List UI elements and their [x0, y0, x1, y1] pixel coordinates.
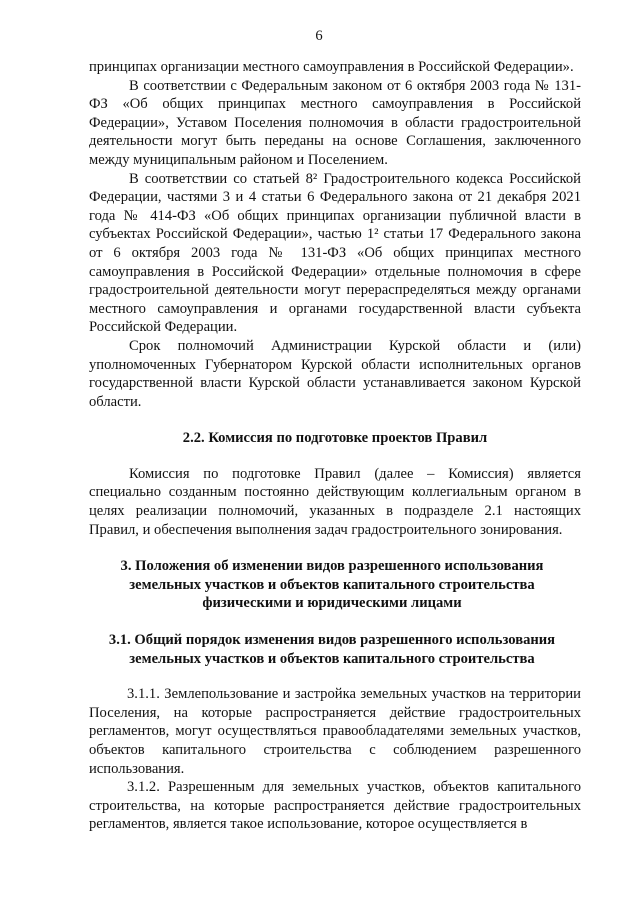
paragraph-3-1-2: 3.1.2. Разрешенным для земельных участков, объектов капитального строительства, на которые распространяется действие градостроительных регламентов, является такое использование, которое осуществляется в — [89, 779, 581, 833]
heading-3-1 — [79, 631, 585, 668]
page-number: 6 — [315, 28, 323, 44]
heading-3-line-3: физическими и юридическими лицами — [202, 595, 462, 612]
heading-3-1-line-2: земельных участков и объектов капитального строительства — [129, 650, 535, 667]
paragraph-continuation: принципах организации местного самоуправления в Российской Федерации». — [89, 59, 574, 75]
heading-2-2: 2.2. Комиссия по подготовке проектов Правил — [182, 430, 488, 447]
heading-3-line-1: 3. Положения об изменении видов разрешенного использования — [120, 558, 544, 575]
paragraph-commission: Комиссия по подготовке Правил (далее – Комиссия) является специально созданным постоянно действующим коллегиальным органом в целях реализации полномочий, указанных в подразделе 2.1 настоящих Правил, и обеспечения выполнения задач градостроительного зонирования. — [89, 465, 581, 538]
heading-3-1-line-1: 3.1. Общий порядок изменения видов разрешенного использования — [108, 632, 556, 649]
paragraph-federal-law: В соответствии с Федеральным законом от 6 октября 2003 года № 131-ФЗ «Об общих принципах местного самоуправления в Российской Федерации», Уставом Поселения полномочия в области градостроительной деятельности могут быть переданы на основе Соглашения, заключенного между муниципальным районом и Поселением. — [89, 77, 581, 168]
paragraph-redistribution: В соответствии со статьей 8² Градостроительного кодекса Российской Федерации, частями 3 и 4 статьи 6 Федерального закона от 21 декабря 2021 года № 414-ФЗ «Об общих принципах организации публичной власти в субъектах Российской Федерации», частью 1² статьи 17 Федерального закона от 6 октября 2003 года № 131-ФЗ «Об общих принципах местного самоуправления в Российской Федерации» отдельные полномочия в сфере градостроительной деятельности могут перераспределяться между органами местного самоуправления и органами государственной власти субъекта Российской Федерации. — [89, 170, 581, 336]
heading-3 — [79, 557, 585, 613]
heading-3-line-2: земельных участков и объектов капитального строительства — [129, 576, 535, 593]
paragraph-term: Срок полномочий Администрации Курской области и (или) уполномоченных Губернатором Курской области исполнительных органов государственной власти Курской области устанавливается законом Курской области. — [89, 337, 581, 410]
document-body — [89, 58, 581, 834]
paragraph-3-1-1: 3.1.1. Землепользование и застройка земельных участков на территории Поселения, на которые распространяется действие градостроительных регламентов, могут осуществляться правообладателями земельных участков, объектов капитального строительства с соблюдением разрешенного использования. — [89, 686, 581, 777]
